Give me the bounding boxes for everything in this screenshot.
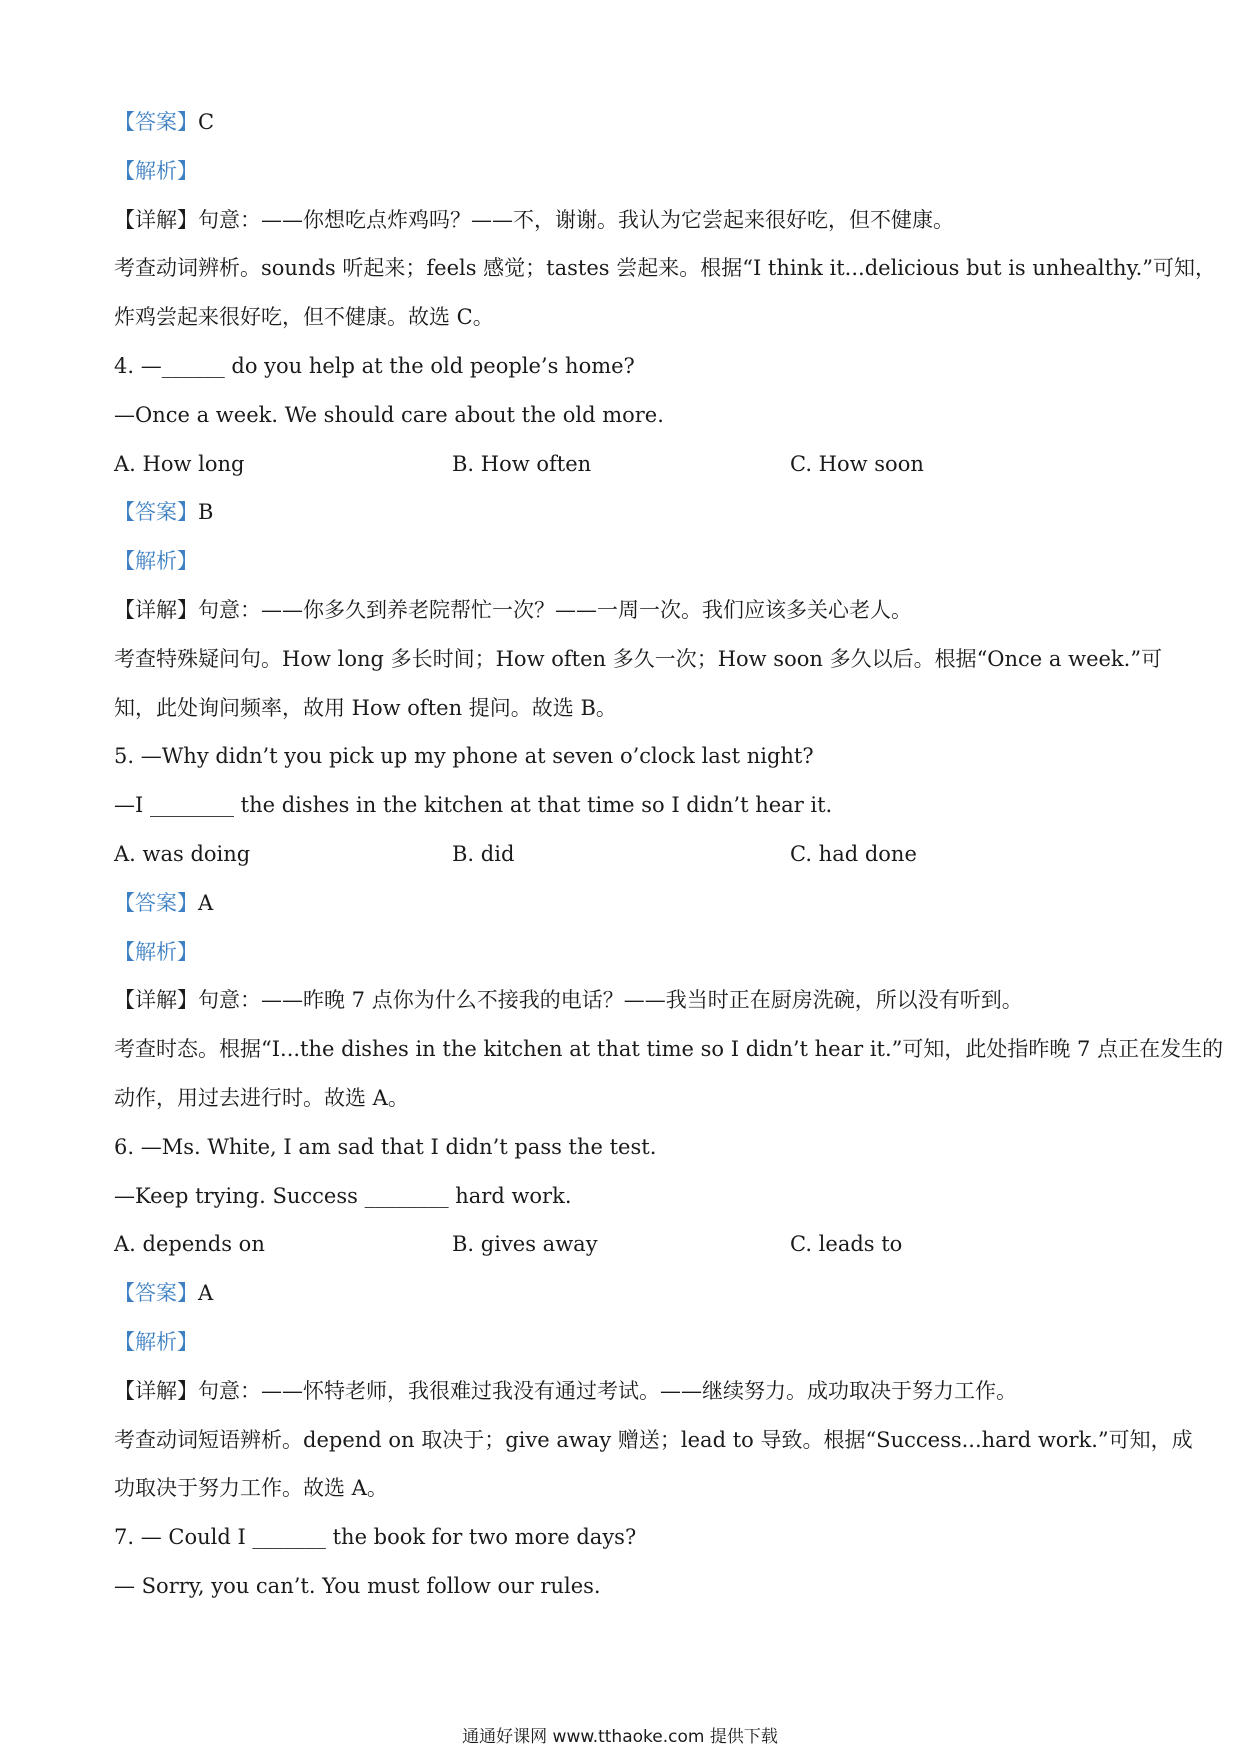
detail-line: 【详解】句意：——怀特老师，我很难过我没有通过考试。——继续努力。成功取决于努力工作。 [114,1378,1017,1403]
analysis-heading: 【解析】 [114,939,198,964]
answer-line: 【答案】A [114,890,214,915]
explanation-line: 考查动词辨析。sounds 听起来；feels 感觉；tastes 尝起来。根据“I think it...delicious but is unhealthy.”可知， [114,256,1217,281]
explanation-line: 功取决于努力工作。故选 A。 [114,1476,388,1501]
explanation-line: 考查时态。根据“I...the dishes in the kitchen at that time so I didn’t hear it.”可知，此处指昨晚 7 点正在发生的 [114,1037,1224,1062]
detail-line: 【详解】句意：——昨晚 7 点你为什么不接我的电话？——我当时正在厨房洗碗，所以没有听到。 [114,988,1023,1013]
question-stem: 4. —______ do you help at the old people’s home? [114,353,635,378]
question-stem: 6. —Ms. White, I am sad that I didn’t pass the test. [114,1134,657,1159]
detail-line: 【详解】句意：——你想吃点炸鸡吗？——不，谢谢。我认为它尝起来很好吃，但不健康。 [114,207,954,232]
option-b: B. gives away [452,1232,598,1257]
explanation-line: 考查动词短语辨析。depend on 取决于；give away 赠送；lead to 导致。根据“Success...hard work.”可知，成 [114,1427,1193,1452]
page-footer: 通通好课网 www.tthaoke.com 提供下载 [462,1727,778,1747]
analysis-heading: 【解析】 [114,549,198,574]
option-c: C. leads to [790,1232,903,1257]
question-reply: — Sorry, you can’t. You must follow our rules. [114,1573,601,1598]
explanation-line: 炸鸡尝起来很好吃，但不健康。故选 C。 [114,305,494,330]
question-stem: 5. —Why didn’t you pick up my phone at seven o’clock last night? [114,744,814,769]
question-reply: —Keep trying. Success ________ hard work. [114,1183,572,1208]
explanation-line: 动作，用过去进行时。故选 A。 [114,1085,409,1110]
option-row [114,440,1134,489]
option-a: A. depends on [114,1232,265,1257]
option-row [114,1220,1134,1269]
option-a: A. was doing [114,841,251,866]
answer-line: 【答案】A [114,1281,214,1306]
analysis-heading: 【解析】 [114,158,198,183]
answer-line: 【答案】C [114,110,215,134]
question-stem: 7. — Could I _______ the book for two more days? [114,1525,637,1550]
explanation-line: 知，此处询问频率，故用 How often 提问。故选 B。 [114,695,617,720]
question-reply: —I ________ the dishes in the kitchen at that time so I didn’t hear it. [114,793,833,818]
analysis-heading: 【解析】 [114,1329,198,1354]
option-c: C. How soon [790,451,924,476]
question-reply: —Once a week. We should care about the old more. [114,402,664,427]
option-b: B. How often [452,451,592,476]
detail-line: 【详解】句意：——你多久到养老院帮忙一次？——一周一次。我们应该多关心老人。 [114,597,912,622]
option-a: A. How long [114,451,245,476]
option-b: B. did [452,841,515,866]
answer-line: 【答案】B [114,500,214,525]
explanation-line: 考查特殊疑问句。How long 多长时间；How often 多久一次；How soon 多久以后。根据“Once a week.”可 [114,646,1163,671]
document-body [114,98,1224,1611]
option-row [114,830,1134,879]
option-c: C. had done [790,841,917,866]
